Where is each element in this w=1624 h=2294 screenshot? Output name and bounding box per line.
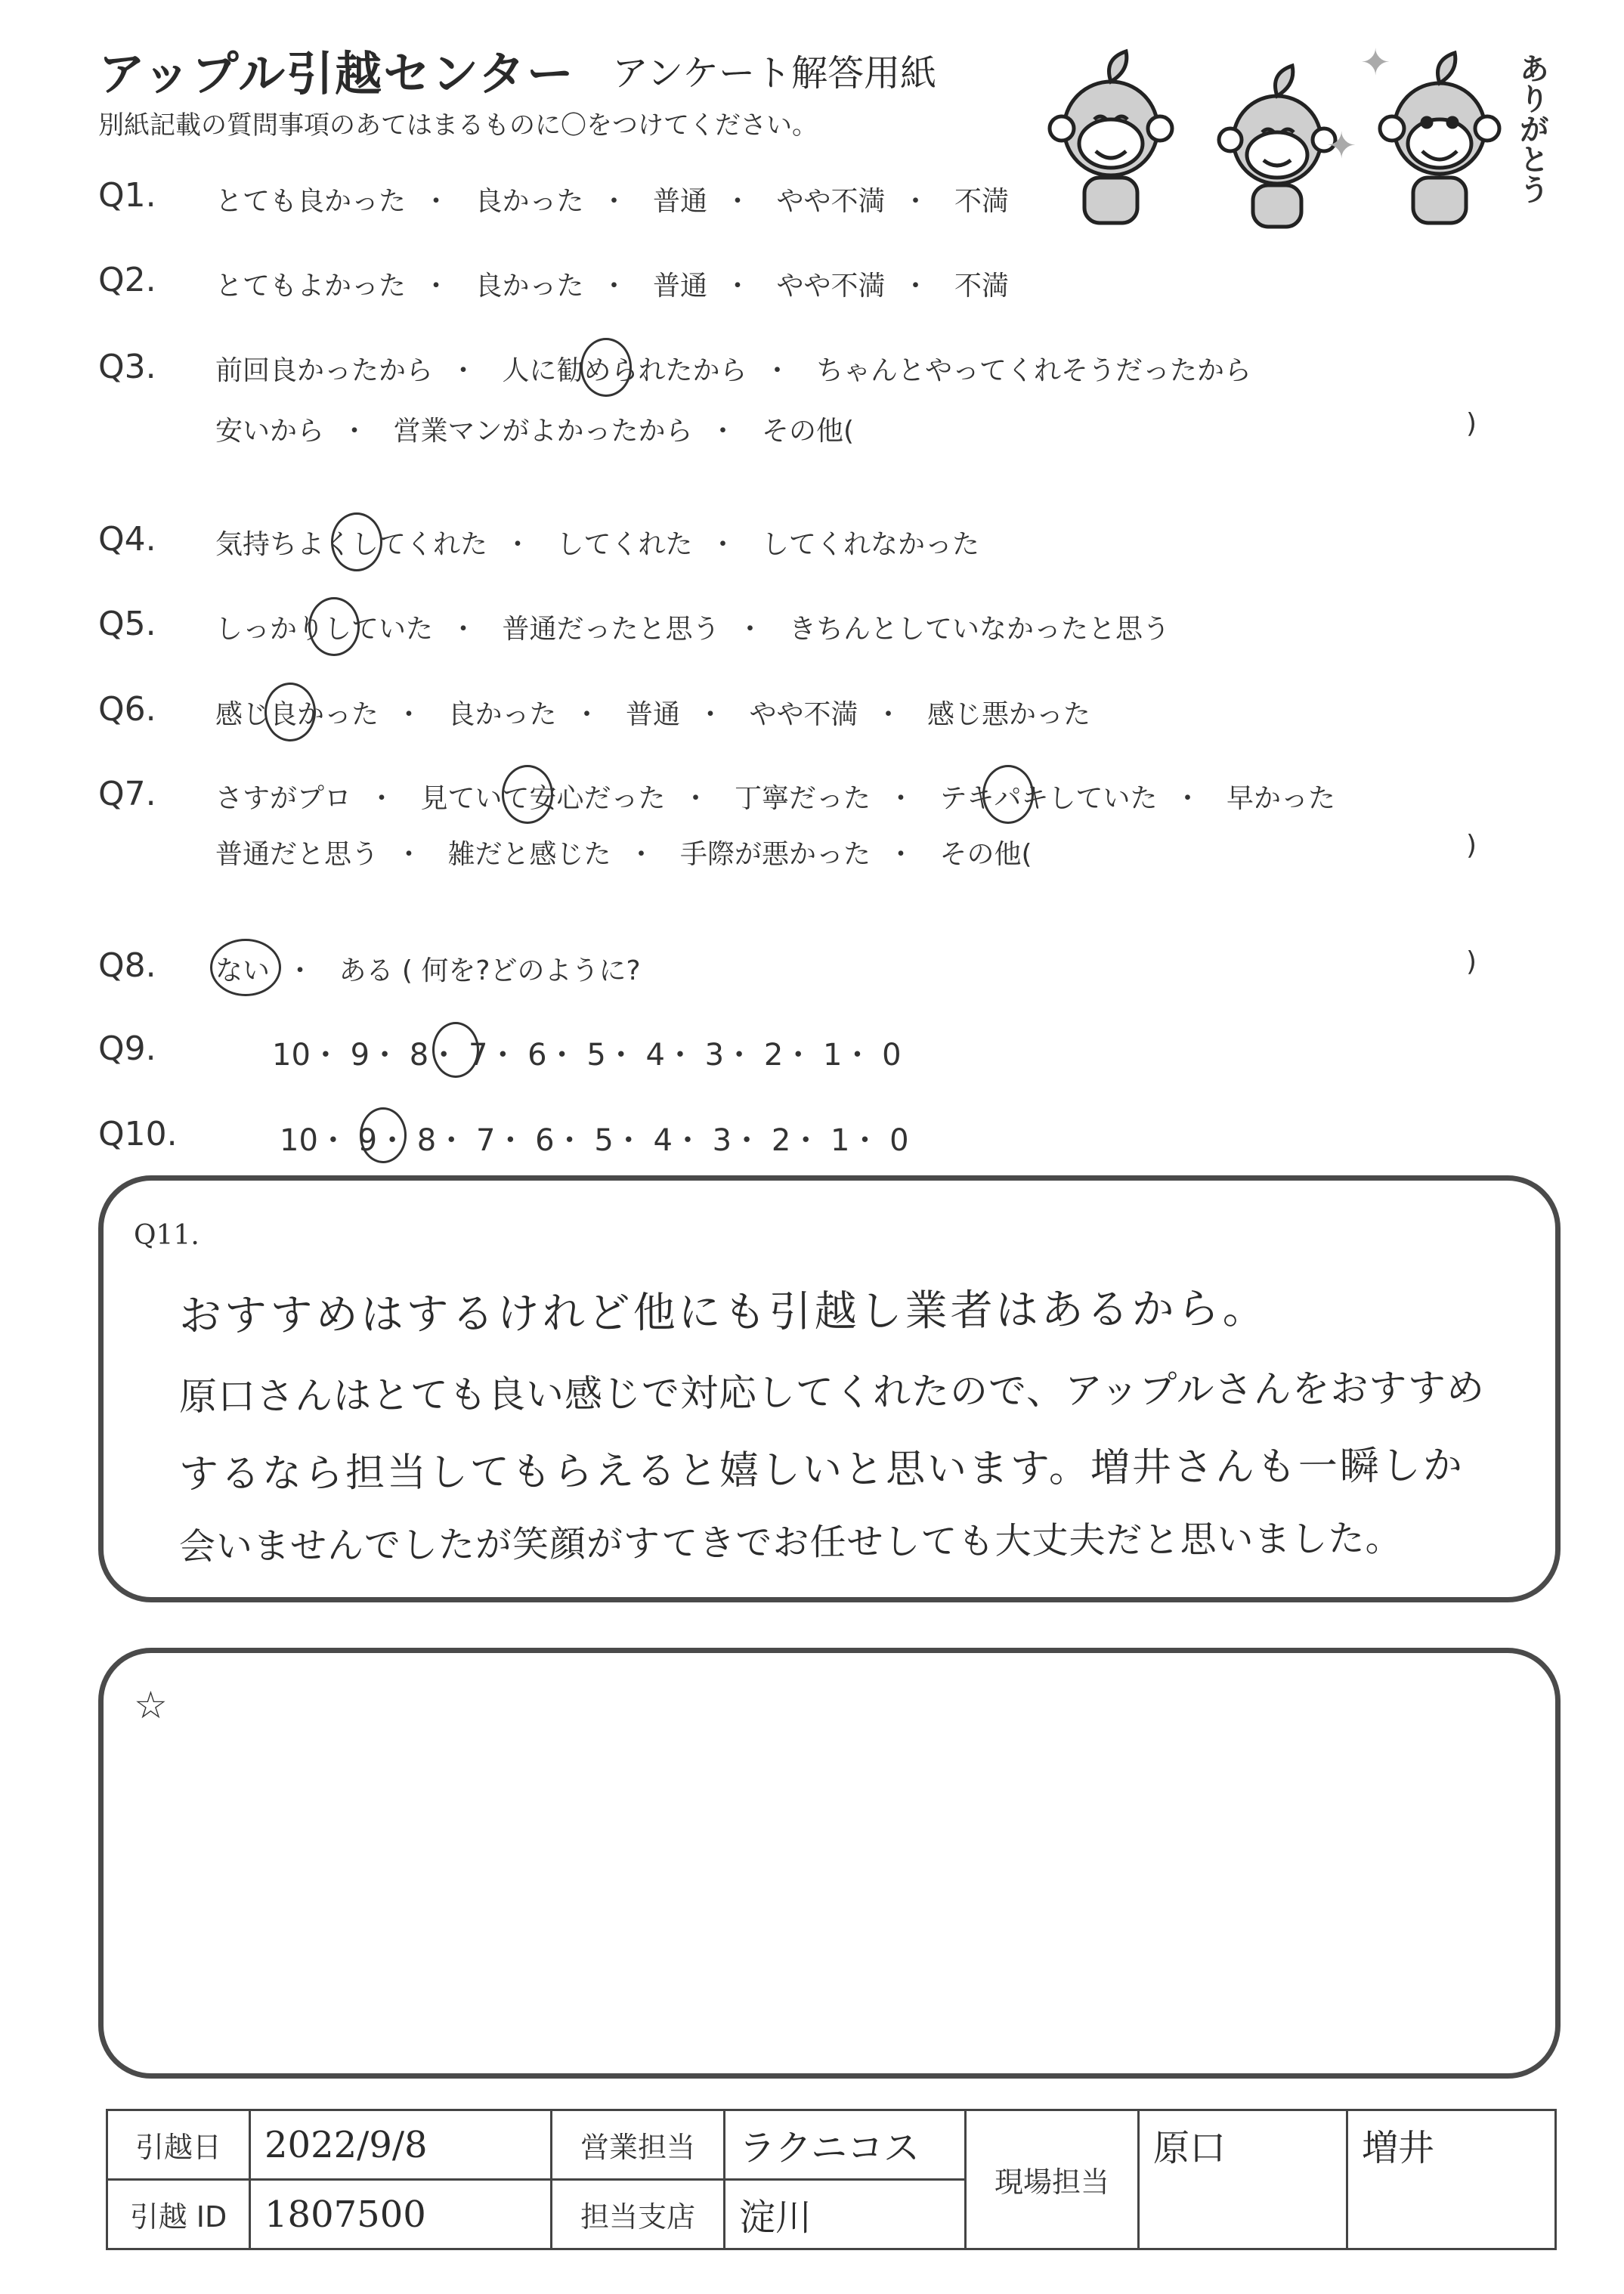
branch-label: 担当支店 — [552, 2180, 725, 2249]
q2-options: とてもよかった ・ 良かった ・ 普通 ・ やや不満 ・ 不満 — [215, 271, 1009, 302]
q1-option[interactable]: 不満 — [954, 186, 1009, 217]
q7-options-line1: さすがプロ ・ 見ていて安心だった ・ 丁寧だった ・ テキパキしていた ・ 早かった — [215, 783, 1335, 814]
q9-score[interactable]: 6 — [527, 1038, 547, 1073]
q9-scale: 10・ 9・ 8・ 7・ 6・ 5・ 4・ 3・ 2・ 1・ 0 — [272, 1038, 902, 1073]
q7-option[interactable]: 手際が悪かった — [679, 839, 871, 870]
q8-option[interactable]: ない — [215, 955, 271, 986]
q9-score[interactable]: 4 — [645, 1038, 665, 1073]
q2-option[interactable]: 良かった — [475, 271, 584, 302]
q2-label: Q2. — [98, 261, 156, 299]
answer-circle — [580, 338, 632, 397]
q10-score[interactable]: 5 — [594, 1123, 614, 1158]
q10-score[interactable]: 7 — [475, 1123, 496, 1158]
q7-label: Q7. — [98, 775, 156, 813]
q8-close-paren: ) — [1466, 946, 1477, 977]
q8-options: ない ・ ある ( 何を?どのように? — [215, 955, 641, 986]
q1-options: とても良かった ・ 良かった ・ 普通 ・ やや不満 ・ 不満 — [215, 186, 1009, 217]
q4-option[interactable]: してくれなかった — [761, 529, 979, 560]
q9-score[interactable]: 7 — [468, 1038, 488, 1073]
sales-value[interactable]: ラクニコス — [725, 2110, 966, 2180]
q4-label: Q4. — [98, 520, 156, 559]
answer-circle — [357, 1107, 407, 1163]
move-date-label: 引越日 — [107, 2110, 250, 2180]
q9-score[interactable]: 5 — [586, 1038, 606, 1073]
q6-label: Q6. — [98, 690, 156, 729]
answer-circle — [502, 765, 553, 824]
q10-score[interactable]: 3 — [712, 1123, 732, 1158]
q7-close-paren: ) — [1466, 830, 1477, 861]
q4-option[interactable]: してくれた — [556, 529, 693, 560]
q7-option[interactable]: 普通だと思う — [215, 839, 379, 870]
answer-circle — [432, 1022, 479, 1078]
q10-score[interactable]: 0 — [889, 1123, 909, 1158]
q1-option[interactable]: やや不満 — [776, 186, 886, 217]
site-staff-label: 現場担当 — [966, 2110, 1139, 2249]
q6-option[interactable]: やや不満 — [749, 699, 858, 730]
q4-options: 気持ちよくしてくれた ・ してくれた ・ してくれなかった — [215, 529, 979, 560]
q1-option[interactable]: 良かった — [475, 186, 584, 217]
q5-options: しっかりしていた ・ 普通だったと思う ・ きちんとしていなかったと思う — [215, 614, 1170, 645]
site-staff-2[interactable]: 増井 — [1347, 2110, 1556, 2249]
answer-circle — [308, 597, 360, 656]
answer-circle — [210, 939, 281, 996]
q9-score[interactable]: 3 — [704, 1038, 725, 1073]
mascot-caption: ありがとう — [1514, 53, 1549, 204]
q10-score[interactable]: 8 — [416, 1123, 437, 1158]
q10-label: Q10. — [98, 1115, 178, 1153]
q3-option[interactable]: 安いから — [215, 416, 325, 447]
q8-option[interactable]: ある ( 何を?どのように? — [339, 955, 641, 986]
q11-handwritten-line: おすすめはするけれど他にも引越し業者はあるから。 — [178, 1283, 1268, 1342]
q7-option[interactable]: さすがプロ — [215, 783, 352, 814]
q3-options-line2: 安いから ・ 営業マンがよかったから ・ その他( — [215, 416, 855, 447]
q6-option[interactable]: 良かった — [447, 699, 557, 730]
q3-option[interactable]: 前回良かったから — [215, 355, 434, 386]
q7-option[interactable]: 早かった — [1226, 783, 1335, 814]
sparkle-icon: ✦ — [1360, 42, 1391, 84]
q7-option[interactable]: 見ていて安心だった — [420, 783, 666, 814]
q1-option[interactable]: 普通 — [652, 186, 707, 217]
q4-option[interactable]: 気持ちよくしてくれた — [215, 529, 488, 560]
q3-option[interactable]: その他( — [761, 416, 855, 447]
site-staff-1[interactable]: 原口 — [1139, 2110, 1347, 2249]
q11-comment-box[interactable] — [98, 1175, 1561, 1602]
q9-score[interactable]: 8 — [409, 1038, 429, 1073]
q5-option[interactable]: しっかりしていた — [215, 614, 434, 645]
q7-option[interactable]: 丁寧だった — [734, 783, 871, 814]
q7-option[interactable]: テキパキしていた — [939, 783, 1158, 814]
q9-score[interactable]: 0 — [882, 1038, 902, 1073]
sales-label: 営業担当 — [552, 2110, 725, 2180]
q3-label: Q3. — [98, 348, 156, 386]
q10-score[interactable]: 2 — [771, 1123, 791, 1158]
branch-value[interactable]: 淀川 — [725, 2180, 966, 2249]
move-info-table — [106, 2109, 1557, 2250]
q7-options-line2: 普通だと思う ・ 雑だと感じた ・ 手際が悪かった ・ その他( — [215, 839, 1032, 870]
form-subtitle: アンケート解答用紙 — [612, 52, 937, 94]
form-title: アップル引越センター — [98, 46, 575, 101]
q10-score[interactable]: 4 — [653, 1123, 673, 1158]
q10-score[interactable]: 1 — [831, 1123, 850, 1158]
move-id-value[interactable]: 1807500 — [250, 2180, 552, 2249]
q5-option[interactable]: きちんとしていなかったと思う — [788, 614, 1170, 645]
q9-score[interactable]: 2 — [763, 1038, 784, 1073]
q11-label: Q11. — [134, 1220, 200, 1251]
instructions: 別紙記載の質問事項のあてはまるものに〇をつけてください。 — [98, 110, 818, 141]
q5-label: Q5. — [98, 605, 156, 643]
q6-option[interactable]: 普通 — [625, 699, 680, 730]
q5-option[interactable]: 普通だったと思う — [502, 614, 720, 645]
q10-score[interactable]: 10 — [280, 1123, 318, 1158]
q9-score[interactable]: 10 — [272, 1038, 311, 1073]
q3-close-paren: ) — [1466, 408, 1477, 439]
q8-label: Q8. — [98, 946, 156, 985]
q7-option[interactable]: 雑だと感じた — [447, 839, 611, 870]
q10-score[interactable]: 6 — [535, 1123, 555, 1158]
q3-option[interactable]: 営業マンがよかったから — [393, 416, 693, 447]
q10-scale: 10・ 9・ 8・ 7・ 6・ 5・ 4・ 3・ 2・ 1・ 0 — [280, 1123, 909, 1158]
q3-option[interactable]: ちゃんとやってくれそうだったから — [815, 355, 1251, 386]
q2-option[interactable]: 普通 — [652, 271, 707, 302]
q3-option[interactable]: 人に勧められたから — [502, 355, 747, 386]
q1-option[interactable]: とても良かった — [215, 186, 407, 217]
answer-circle — [331, 512, 382, 571]
q10-score[interactable]: 9 — [357, 1123, 378, 1158]
move-date-value[interactable]: 2022/9/8 — [250, 2110, 552, 2180]
q11-handwritten-line: 会いませんでしたが笑顔がすてきでお任せしても大丈夫だと思いました。 — [178, 1517, 1403, 1568]
q6-options: 感じ良かった ・ 良かった ・ 普通 ・ やや不満 ・ 感じ悪かった — [215, 699, 1090, 730]
q11-handwritten-line: するなら担当してもらえると嬉しいと思います。増井さんも一瞬しか — [178, 1443, 1465, 1497]
q9-score[interactable]: 9 — [350, 1038, 370, 1073]
free-comment-box[interactable] — [98, 1648, 1561, 2079]
q3-options-line1: 前回良かったから ・ 人に勧められたから ・ ちゃんとやってくれそうだったから — [215, 355, 1251, 386]
q9-score[interactable]: 1 — [823, 1038, 843, 1073]
mascot-illustration — [1028, 30, 1527, 242]
q2-option[interactable]: やや不満 — [776, 271, 886, 302]
q1-label: Q1. — [98, 176, 156, 215]
q7-option[interactable]: その他( — [939, 839, 1032, 870]
answer-circle — [982, 765, 1034, 824]
answer-circle — [264, 683, 316, 741]
star-icon: ☆ — [134, 1683, 168, 1727]
q2-option[interactable]: とてもよかった — [215, 271, 407, 302]
sparkle-icon: ✦ — [1326, 125, 1357, 167]
q6-option[interactable]: 感じ良かった — [215, 699, 379, 730]
q6-option[interactable]: 感じ悪かった — [926, 699, 1090, 730]
move-id-label: 引越 ID — [107, 2180, 250, 2249]
q9-label: Q9. — [98, 1029, 156, 1068]
q11-handwritten-line: 原口さんはとても良い感じで対応してくれたので、アップルさんをおすすめ — [178, 1365, 1486, 1419]
q2-option[interactable]: 不満 — [954, 271, 1009, 302]
